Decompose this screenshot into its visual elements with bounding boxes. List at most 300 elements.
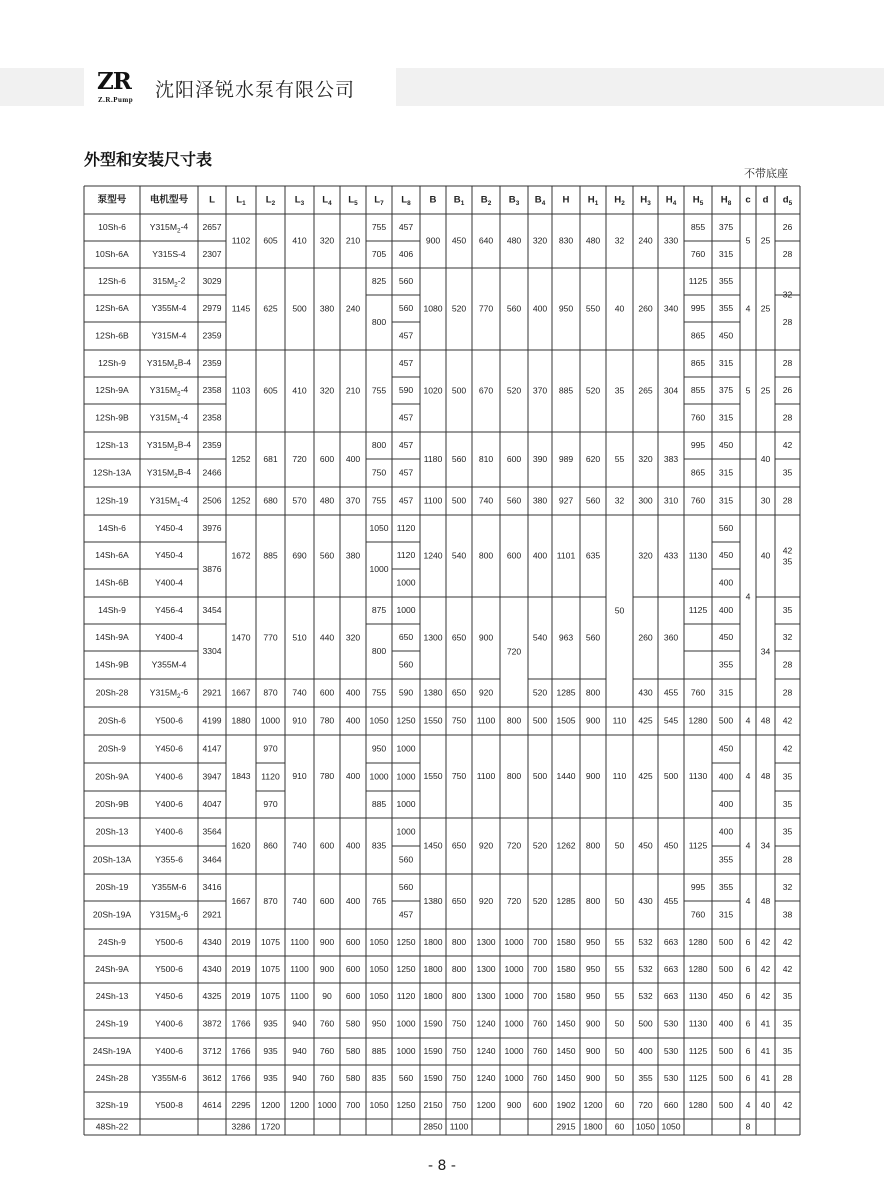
table-cell: 855 [690, 384, 706, 395]
table-cell: 1120 [396, 990, 416, 1001]
table-cell: 927 [558, 495, 574, 506]
merged-cell: 260 [638, 632, 653, 643]
table-cell: 1100 [449, 1121, 469, 1132]
table-cell: 600 [319, 687, 335, 698]
table-cell: 2019 [231, 963, 251, 974]
table-cell: 750 [451, 1045, 467, 1056]
table-cell: 1280 [688, 715, 708, 726]
merged-cell: 540 [532, 632, 548, 643]
table-cell: 380 [532, 495, 548, 506]
table-cell: 3947 [202, 771, 222, 782]
merged-cell: 800 [585, 840, 601, 851]
merged-cell: 4 [745, 303, 751, 314]
table-cell: 995 [690, 881, 706, 892]
table-cell: 900 [319, 963, 335, 974]
table-cell: 1125 [688, 1072, 708, 1083]
table-cell: 1100 [290, 990, 309, 1001]
merged-cell: 1550 [423, 770, 443, 781]
pump-model-cell: 14Sh-6A [95, 549, 129, 560]
merged-cell: 1620 [231, 840, 251, 851]
table-cell: 1300 [476, 936, 496, 947]
table-cell: 520 [532, 687, 548, 698]
table-cell: 4 [745, 715, 751, 726]
table-cell: 885 [371, 798, 387, 809]
merged-cell: 25 [760, 235, 771, 246]
merged-cell: 480 [506, 235, 522, 246]
merged-cell: 600 [506, 453, 522, 464]
table-cell: 1125 [688, 604, 708, 615]
table-cell: 1000 [396, 577, 416, 588]
table-cell: 780 [319, 715, 335, 726]
table-cell: 580 [345, 1045, 361, 1056]
motor-model-cell: Y500-6 [155, 963, 183, 974]
column-header-L2: $L_2$ [265, 194, 276, 208]
merged-cell: 320 [532, 235, 548, 246]
merged-cell: 540 [451, 550, 467, 561]
motor-model-cell: $Y315M_2-4$ [149, 384, 189, 398]
table-cell: 1590 [423, 1045, 443, 1056]
merged-cell: 50 [614, 895, 625, 906]
table-cell: 400 [638, 1045, 653, 1056]
table-cell: 2915 [556, 1121, 576, 1132]
merged-cell: 320 [319, 385, 335, 396]
table-cell: 2307 [202, 248, 222, 259]
table-cell: 315 [718, 909, 734, 920]
table-cell: 800 [585, 687, 601, 698]
table-cell: 457 [398, 467, 414, 478]
table-cell: 532 [638, 963, 653, 974]
column-header-L4: $L_4$ [322, 194, 332, 208]
merged-cell: 50 [614, 840, 625, 851]
merged-cell: 5 [745, 235, 751, 246]
merged-cell: 1440 [556, 770, 576, 781]
table-cell: 400 [718, 604, 734, 615]
table-cell: 1000 [369, 771, 389, 782]
column-header-B3: $B_3$ [508, 194, 520, 208]
motor-model-cell: Y456-4 [155, 604, 183, 615]
merged-cell: 510 [292, 632, 307, 643]
table-cell: 406 [398, 248, 414, 259]
table-cell: 1580 [556, 936, 576, 947]
merged-cell: 430 [638, 895, 653, 906]
merged-cell: 640 [478, 235, 494, 246]
table-cell: 41 [760, 1045, 771, 1056]
merged-cell: 400 [345, 453, 361, 464]
table-cell: 35 [782, 798, 793, 809]
table-cell: 28 [782, 412, 793, 423]
table-cell: 1720 [260, 1121, 281, 1132]
table-cell: 750 [451, 1072, 467, 1083]
table-cell: 28 [782, 854, 793, 865]
merged-cell: 260 [638, 303, 653, 314]
table-cell: 28 [782, 687, 793, 698]
merged-cell: 870 [263, 895, 278, 906]
merged-cell: 650 [451, 840, 467, 851]
table-cell: 900 [319, 936, 335, 947]
table-cell: 1240 [476, 1018, 496, 1029]
motor-model-cell: Y315M-4 [151, 330, 187, 341]
pump-model-cell: 24Sh-19 [95, 1018, 129, 1029]
table-cell: 760 [319, 1018, 335, 1029]
table-cell: 375 [718, 384, 734, 395]
merged-cell: 500 [292, 303, 307, 314]
pump-model-cell: 24Sh-9 [98, 936, 126, 947]
motor-model-cell: Y355-6 [155, 854, 183, 865]
merged-cell: 34 [760, 646, 771, 657]
table-cell: 700 [345, 1099, 361, 1110]
table-cell: 28 [782, 1072, 793, 1083]
column-header-L8: $L_8$ [401, 194, 411, 208]
table-cell: 355 [718, 275, 734, 286]
table-cell: 2019 [231, 990, 251, 1001]
merged-cell: 1145 [231, 303, 251, 314]
merged-cell: 740 [292, 895, 307, 906]
table-cell: 35 [782, 1018, 793, 1029]
merged-cell: 650 [451, 895, 467, 906]
pump-model-cell: 24Sh-9A [95, 963, 129, 974]
merged-cell: 3876 [202, 563, 222, 574]
merged-cell: 450 [663, 840, 679, 851]
table-cell: 315 [718, 467, 734, 478]
table-cell: 760 [532, 1045, 548, 1056]
pump-model-cell: 20Sh-9 [98, 743, 126, 754]
table-note: 不带底座 [744, 167, 788, 180]
table-cell: 1450 [556, 1045, 576, 1056]
table-cell: 680 [263, 495, 278, 506]
merged-cell: 800 [506, 770, 522, 781]
table-cell: 2506 [202, 495, 222, 506]
merged-cell: 4 [745, 770, 751, 781]
merged-cell: 681 [263, 453, 278, 464]
merged-cell: 560 [506, 303, 522, 314]
pump-model-cell: 12Sh-9 [98, 357, 126, 368]
table-cell: 865 [690, 357, 706, 368]
merged-cell: 320 [638, 550, 653, 561]
merged-cell: 28 [782, 316, 793, 327]
table-cell: 865 [690, 467, 706, 478]
table-cell: 3712 [202, 1045, 222, 1056]
motor-model-cell: Y500-6 [155, 715, 183, 726]
table-cell: 4340 [202, 963, 222, 974]
table-cell: 940 [292, 1045, 307, 1056]
table-cell: 760 [690, 909, 706, 920]
merged-cell: 370 [532, 385, 548, 396]
merged-cell: 390 [532, 453, 548, 464]
column-header-H5: $H_5$ [692, 194, 704, 208]
table-cell: 663 [663, 990, 679, 1001]
table-cell: 900 [585, 1072, 601, 1083]
motor-model-cell: $315M_2-2$ [152, 275, 186, 289]
column-header-H1: $H_1$ [587, 194, 599, 208]
table-cell: 355 [718, 881, 734, 892]
table-cell: 315 [718, 248, 734, 259]
motor-model-cell: Y400-6 [155, 771, 183, 782]
table-cell: 760 [532, 1018, 548, 1029]
pump-model-cell: 24Sh-19A [92, 1045, 132, 1056]
table-cell: 560 [718, 522, 734, 533]
motor-model-cell: Y450-6 [155, 743, 183, 754]
merged-cell: 1020 [423, 385, 443, 396]
merged-cell: 500 [451, 385, 467, 396]
table-cell: 750 [451, 715, 467, 726]
table-cell: 4199 [202, 715, 222, 726]
merged-cell: 35 [782, 556, 793, 567]
merged-cell: 3304 [202, 645, 222, 656]
table-cell: 6 [745, 1018, 751, 1029]
merged-cell: 800 [585, 895, 601, 906]
table-cell: 8 [745, 1121, 751, 1132]
motor-model-cell: $Y315M_1-4$ [149, 412, 189, 426]
table-cell: 1800 [423, 963, 443, 974]
table-cell: 1125 [688, 275, 708, 286]
table-cell: 32 [782, 881, 793, 892]
table-cell: 310 [663, 495, 679, 506]
merged-cell: 50 [614, 605, 625, 616]
motor-model-cell: Y355M-6 [151, 1072, 187, 1083]
column-header-motor: 电机型号 [149, 194, 189, 206]
table-cell: 825 [371, 275, 387, 286]
table-cell: 800 [371, 439, 387, 450]
merged-cell: 1103 [231, 385, 251, 396]
merged-cell: 520 [506, 385, 522, 396]
table-cell: 4147 [202, 743, 222, 754]
pump-model-cell: 20Sh-13A [92, 854, 132, 865]
pump-model-cell: 12Sh-9B [95, 412, 129, 423]
table-cell: 370 [345, 495, 361, 506]
table-cell: 755 [371, 495, 387, 506]
table-cell: 900 [506, 1099, 522, 1110]
merged-cell: 55 [614, 453, 625, 464]
pump-model-cell: 12Sh-6A [95, 302, 129, 313]
merged-cell: 560 [451, 453, 467, 464]
table-cell: 6 [745, 1045, 751, 1056]
merged-cell: 400 [345, 770, 361, 781]
table-cell: 855 [690, 221, 706, 232]
table-cell: 835 [371, 1072, 387, 1083]
merged-cell: 1125 [688, 840, 708, 851]
table-cell: 3976 [202, 522, 222, 533]
column-header-H4: $H_4$ [665, 194, 677, 208]
merged-cell: 1252 [231, 495, 251, 506]
merged-cell: 450 [638, 840, 653, 851]
merged-cell: 550 [585, 303, 601, 314]
pump-model-cell: 12Sh-13 [95, 439, 129, 450]
pump-model-cell: 10Sh-6A [95, 248, 129, 259]
table-cell: 570 [292, 495, 307, 506]
table-cell: 457 [398, 439, 414, 450]
table-cell: 950 [585, 963, 601, 974]
table-cell: 42 [760, 963, 771, 974]
merged-cell: 40 [760, 550, 771, 561]
table-cell: 1050 [369, 522, 389, 533]
merged-cell: 320 [345, 632, 361, 643]
table-cell: 700 [532, 936, 548, 947]
logo-subtext: Z.R.Pump [98, 96, 134, 104]
table-cell: 875 [371, 604, 387, 615]
pump-model-cell: 24Sh-13 [95, 990, 129, 1001]
table-cell: 315 [718, 495, 734, 506]
table-cell: 3564 [202, 826, 222, 837]
table-cell: 32 [782, 631, 793, 642]
pump-model-cell: 32Sh-19 [95, 1099, 129, 1110]
table-cell: 450 [718, 549, 734, 560]
table-cell: 560 [398, 275, 414, 286]
table-cell: 700 [532, 990, 548, 1001]
table-cell: 590 [398, 384, 414, 395]
merged-cell: 750 [451, 770, 467, 781]
table-cell: 55 [614, 936, 625, 947]
column-header-pump: 泵型号 [97, 194, 127, 206]
table-cell: 760 [319, 1045, 335, 1056]
table-cell: 705 [371, 248, 387, 259]
table-cell: 2150 [423, 1099, 443, 1110]
merged-cell: 35 [614, 385, 625, 396]
table-cell: 1280 [688, 1099, 708, 1110]
table-cell: 1000 [504, 936, 524, 947]
motor-model-cell: Y400-6 [155, 798, 183, 809]
merged-cell: 5 [745, 385, 751, 396]
pump-model-cell: 14Sh-6B [95, 577, 129, 588]
table-cell: 1200 [260, 1099, 281, 1110]
merged-cell: 670 [478, 385, 494, 396]
column-header-B4: $B_4$ [534, 194, 546, 208]
merged-cell: 383 [663, 453, 679, 464]
table-cell: 42 [782, 963, 793, 974]
merged-cell: 605 [263, 235, 278, 246]
merged-cell: 720 [506, 646, 522, 657]
merged-cell: 765 [371, 895, 387, 906]
motor-model-cell: Y400-4 [155, 577, 183, 588]
table-cell: 355 [638, 1072, 653, 1083]
table-cell: 42 [782, 936, 793, 947]
motor-model-cell: $Y315M_2-6$ [149, 687, 189, 701]
table-cell: 1766 [231, 1072, 251, 1083]
merged-cell: 830 [558, 235, 574, 246]
motor-model-cell: Y355M-4 [151, 302, 187, 313]
table-cell: 400 [718, 798, 734, 809]
table-cell: 41 [760, 1072, 771, 1083]
table-cell: 457 [398, 495, 414, 506]
table-cell: 1000 [504, 1018, 524, 1029]
motor-model-cell: Y450-4 [155, 522, 183, 533]
table-cell: 760 [319, 1072, 335, 1083]
table-cell: 4340 [202, 936, 222, 947]
pump-model-cell: 20Sh-19A [92, 909, 132, 920]
merged-cell: 320 [319, 235, 335, 246]
table-cell: 35 [782, 467, 793, 478]
pump-model-cell: 12Sh-13A [92, 467, 132, 478]
merged-cell: 32 [782, 289, 793, 300]
merged-cell: 25 [760, 303, 771, 314]
table-cell: 450 [718, 330, 734, 341]
table-cell: 500 [718, 963, 734, 974]
table-cell: 1800 [583, 1121, 603, 1132]
table-cell: 3416 [202, 881, 222, 892]
column-header-L7: $L_7$ [374, 194, 384, 208]
motor-model-cell: Y400-6 [155, 1045, 183, 1056]
merged-cell: 340 [663, 303, 679, 314]
merged-cell: 360 [663, 632, 679, 643]
table-cell: 1280 [688, 963, 708, 974]
table-cell: 48 [760, 715, 771, 726]
table-cell: 1880 [231, 715, 251, 726]
column-header-B: B [429, 194, 437, 206]
motor-model-cell: Y450-4 [155, 549, 183, 560]
merged-cell: 520 [532, 840, 548, 851]
merged-cell: 720 [506, 895, 522, 906]
table-cell: 315 [718, 412, 734, 423]
merged-cell: 900 [425, 235, 441, 246]
table-cell: 750 [451, 1018, 467, 1029]
table-cell: 2358 [202, 384, 222, 395]
table-cell: 425 [638, 715, 653, 726]
table-cell: 580 [345, 1018, 361, 1029]
table-cell: 1000 [396, 798, 416, 809]
table-cell: 42 [782, 439, 793, 450]
merged-cell: 34 [760, 840, 771, 851]
pump-model-cell: 14Sh-9 [98, 604, 126, 615]
merged-cell: 1130 [688, 550, 708, 561]
merged-cell: 910 [292, 770, 307, 781]
merged-cell: 885 [263, 550, 278, 561]
table-cell: 560 [398, 659, 414, 670]
table-cell: 41 [760, 1018, 771, 1029]
merged-cell: 950 [558, 303, 574, 314]
table-cell: 1505 [556, 715, 576, 726]
table-cell: 457 [398, 221, 414, 232]
motor-model-cell: Y500-8 [155, 1099, 183, 1110]
table-cell: 1766 [231, 1018, 251, 1029]
column-header-d: d [762, 194, 769, 206]
merged-cell: 455 [663, 895, 679, 906]
table-cell: 375 [718, 221, 734, 232]
table-cell: 740 [478, 495, 494, 506]
table-cell: 530 [663, 1045, 679, 1056]
table-cell: 450 [718, 439, 734, 450]
table-cell: 532 [638, 990, 653, 1001]
motor-model-cell: Y450-6 [155, 990, 183, 1001]
merged-cell: 600 [319, 840, 335, 851]
table-cell: 1590 [423, 1072, 443, 1083]
pump-model-cell: 14Sh-9A [95, 631, 129, 642]
table-cell: 35 [782, 990, 793, 1001]
table-cell: 450 [718, 990, 734, 1001]
table-cell: 6 [745, 990, 751, 1001]
table-cell: 1000 [396, 604, 416, 615]
table-cell: 1450 [556, 1072, 576, 1083]
column-header-H: H [562, 194, 570, 206]
table-cell: 900 [585, 1018, 601, 1029]
table-cell: 600 [345, 936, 361, 947]
table-cell: 450 [718, 631, 734, 642]
table-cell: 600 [345, 963, 361, 974]
table-cell: 400 [345, 715, 361, 726]
motor-model-cell: Y355M-4 [151, 659, 187, 670]
merged-cell: 900 [585, 770, 601, 781]
table-cell: 315 [718, 357, 734, 368]
table-cell: 355 [718, 854, 734, 865]
table-cell: 300 [638, 495, 653, 506]
table-cell: 6 [745, 936, 751, 947]
table-cell: 800 [506, 715, 522, 726]
table-cell: 1000 [396, 1045, 416, 1056]
table-cell: 590 [398, 687, 414, 698]
table-cell: 1450 [556, 1018, 576, 1029]
merged-cell: 650 [451, 632, 467, 643]
column-header-L1: $L_1$ [236, 194, 246, 208]
table-cell: 457 [398, 909, 414, 920]
motor-model-cell: Y315S-4 [152, 248, 186, 259]
